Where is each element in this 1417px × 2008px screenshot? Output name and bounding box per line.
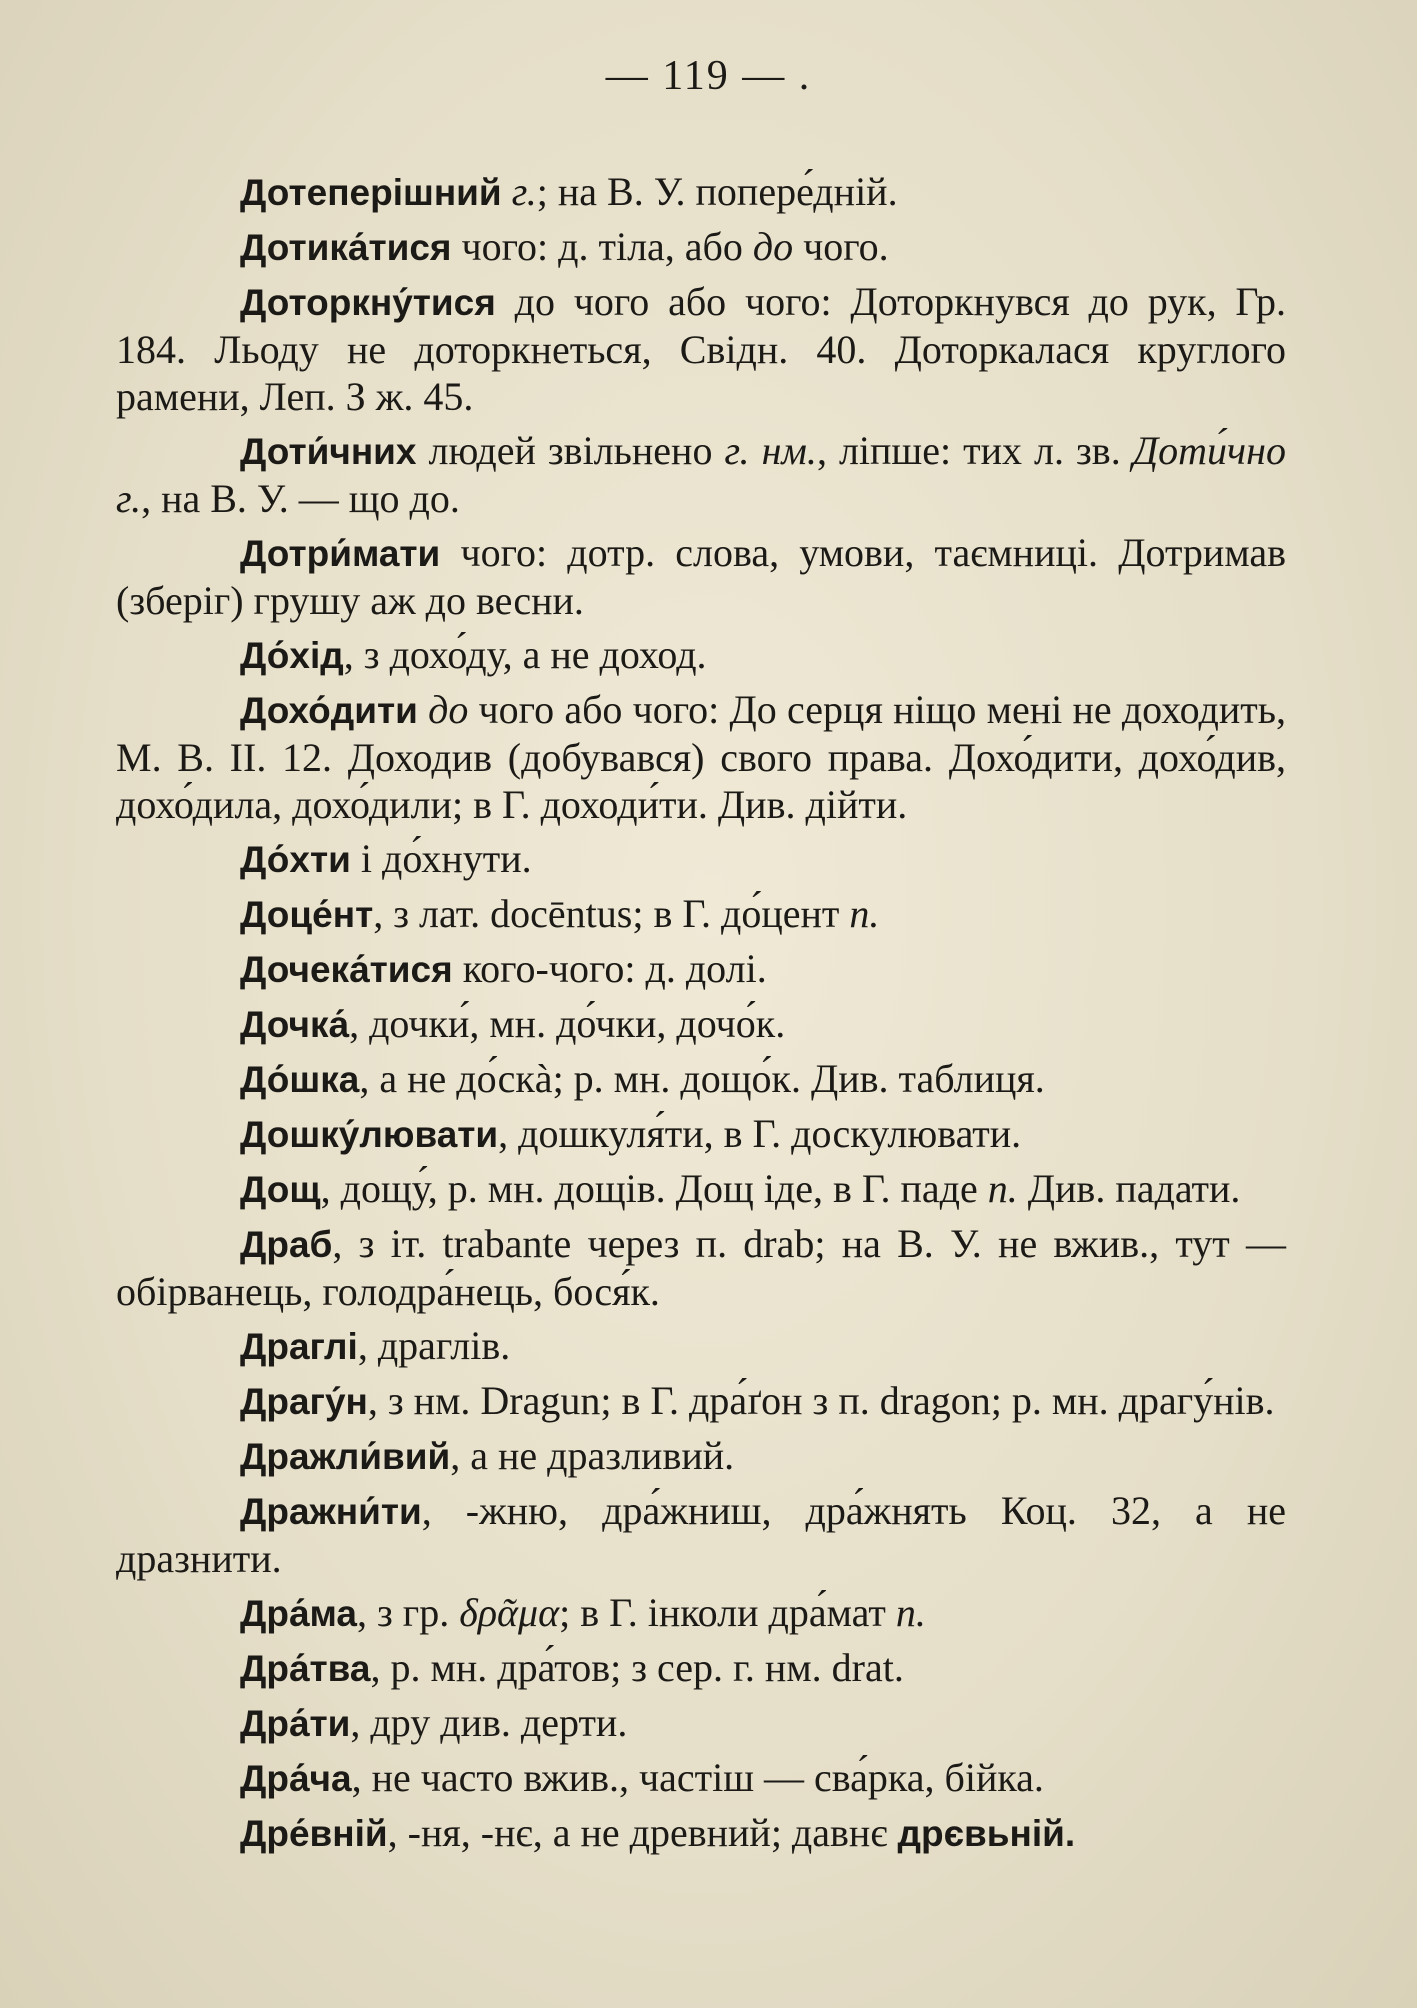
- entry-text: [418, 687, 428, 732]
- entry-text: , драглів.: [357, 1323, 511, 1368]
- entry-text: , з іт. trabante через п. drab; на В. У. не вжив., тут — обірванець, голодра́нець, бося́к.: [116, 1221, 1286, 1314]
- entry-headword: Дра́ти: [240, 1703, 351, 1744]
- entry-text: ; в Г. інколи дра́мат: [559, 1590, 896, 1635]
- dictionary-entry: [116, 1589, 1286, 1637]
- entry-text: , дощу́, р. мн. дощів. Дощ іде, в Г. паде: [320, 1166, 988, 1211]
- entry-text: кого-чого: д. долі.: [452, 946, 767, 991]
- entry-text: ; на В. У. попере́дній.: [536, 169, 898, 214]
- entry-headword: Дра́тва: [240, 1648, 371, 1689]
- entry-text: , з гр.: [357, 1590, 460, 1635]
- dictionary-entry: [116, 1000, 1286, 1048]
- entry-headword: Дражли́вий: [240, 1436, 451, 1477]
- entry-text: , не часто вжив., частіш — сва́рка, бійка.: [351, 1755, 1044, 1800]
- entry-text: , -ня, -нє, а не древний; давнє: [387, 1810, 898, 1855]
- entry-headword: Доце́нт: [240, 894, 374, 935]
- dictionary-entry: [116, 686, 1286, 828]
- dictionary-entry: [116, 1699, 1286, 1747]
- entry-text: , ліпше: тих л. зв.: [816, 428, 1133, 473]
- entry-headword: Дочека́тися: [240, 949, 453, 990]
- entry-headword: Доти́чних: [240, 431, 417, 472]
- dictionary-entry: [116, 1322, 1286, 1370]
- dictionary-entry: [116, 223, 1286, 271]
- entry-italic-text: п.: [987, 1166, 1018, 1211]
- dictionary-entry: [116, 427, 1286, 522]
- entry-italic-text: до: [428, 687, 469, 732]
- entry-text: , з лат. docēntus; в Г. до́цент: [373, 891, 850, 936]
- entry-text: [502, 169, 512, 214]
- entry-headword: Дра́ча: [240, 1758, 352, 1799]
- entry-headword: Дошку́лювати: [240, 1114, 499, 1155]
- entry-italic-text: δρᾶμα: [459, 1590, 560, 1635]
- dictionary-entry: [116, 1377, 1286, 1425]
- dictionary-entry: [116, 1165, 1286, 1213]
- entry-headword: Дощ: [240, 1169, 321, 1210]
- entry-text: і до́хнути.: [350, 836, 532, 881]
- entry-headword: Дотика́тися: [240, 227, 452, 268]
- entry-headword: До́хти: [240, 839, 351, 880]
- dictionary-entry: [116, 890, 1286, 938]
- entry-headword: Драб: [240, 1224, 333, 1265]
- entry-headword: Дотеперішний: [240, 172, 502, 213]
- entry-text: чого: д. тіла, або: [451, 224, 753, 269]
- dictionary-entry: [116, 1110, 1286, 1158]
- dictionary-entry: [116, 1644, 1286, 1692]
- dictionary-entry: [116, 1220, 1286, 1315]
- dictionary-entry: [116, 1809, 1286, 1857]
- entry-headword: Дражни́ти: [240, 1491, 422, 1532]
- entry-text: Див. падати.: [1017, 1166, 1241, 1211]
- entry-text: чого або чого: До серця ніщо мені не доходить, М. В. II. 12. Доходив (добувався) свого права. Дохо́дити, дохо́див, дохо́дила, дохо́дили; в Г. доходи́ти. Див. дійти.: [116, 687, 1286, 827]
- dictionary-entry: [116, 278, 1286, 420]
- entry-headword: дрєвьній.: [897, 1813, 1076, 1854]
- dictionary-entry: [116, 631, 1286, 679]
- entry-headword: Дре́вній: [240, 1813, 388, 1854]
- entry-text: людей звільнено: [416, 428, 725, 473]
- entry-text: , дочки́, мн. до́чки, дочо́к.: [349, 1001, 786, 1046]
- entry-italic-text: п.: [849, 891, 880, 936]
- dictionary-entry: [116, 1487, 1286, 1582]
- entry-headword: Дотри́мати: [240, 533, 441, 574]
- entry-italic-text: Доти́чно г.: [116, 428, 1286, 521]
- dictionary-entry: [116, 1432, 1286, 1480]
- entry-headword: Дра́ма: [240, 1593, 357, 1634]
- entry-italic-text: до: [752, 224, 794, 269]
- dictionary-entry: [116, 945, 1286, 993]
- entry-italic-text: п.: [895, 1590, 926, 1635]
- entry-headword: Дочка́: [240, 1004, 350, 1045]
- entry-italic-text: г.: [511, 169, 537, 214]
- entry-headword: Драгу́н: [240, 1381, 368, 1422]
- entry-text: , -жню, дра́жниш, дра́жнять Коц. 32, а не дразнити.: [116, 1488, 1286, 1581]
- page-number: — 119 — .: [605, 53, 812, 99]
- entry-text: , а не до́скà; р. мн. дощо́к. Див. таблиця.: [359, 1056, 1045, 1101]
- entry-text: чого.: [793, 224, 889, 269]
- entry-text: , з нм. Dragun; в Г. дра́ґон з п. dragon; р. мн. драгу́нів.: [367, 1378, 1275, 1423]
- dictionary-entry: [116, 1754, 1286, 1802]
- dictionary-entry: [116, 1055, 1286, 1103]
- entry-headword: Дохо́дити: [240, 690, 418, 731]
- entry-headword: Доторкну́тися: [240, 282, 496, 323]
- entry-text: , р. мн. дра́тов; з сер. г. нм. drat.: [370, 1645, 904, 1690]
- entry-text: , дошкуля́ти, в Г. доскулювати.: [498, 1111, 1022, 1156]
- dictionary-entry: [116, 168, 1286, 216]
- entry-text: , з дохо́ду, а не доход.: [343, 632, 707, 677]
- dictionary-entries: [116, 168, 1286, 1864]
- entry-headword: Драглі: [240, 1326, 358, 1367]
- entry-text: до чого або чого: Доторкнувся до рук, Гр. 184. Льоду не доторкнеться, Свідн. 40. Доторкалася круглого рамени, Леп. З ж. 45.: [116, 279, 1286, 419]
- entry-italic-text: г. нм.: [724, 428, 817, 473]
- entry-headword: До́шка: [240, 1059, 360, 1100]
- dictionary-entry: [116, 835, 1286, 883]
- entry-text: , а не дразливий.: [450, 1433, 735, 1478]
- entry-text: чого: дотр. слова, умови, таємниці. Дотримав (зберіг) грушу аж до весни.: [116, 530, 1286, 623]
- dictionary-entry: [116, 529, 1286, 624]
- entry-headword: До́хід: [240, 635, 344, 676]
- entry-text: , на В. У. — що до.: [141, 476, 460, 521]
- entry-text: , дру див. дерти.: [350, 1700, 628, 1745]
